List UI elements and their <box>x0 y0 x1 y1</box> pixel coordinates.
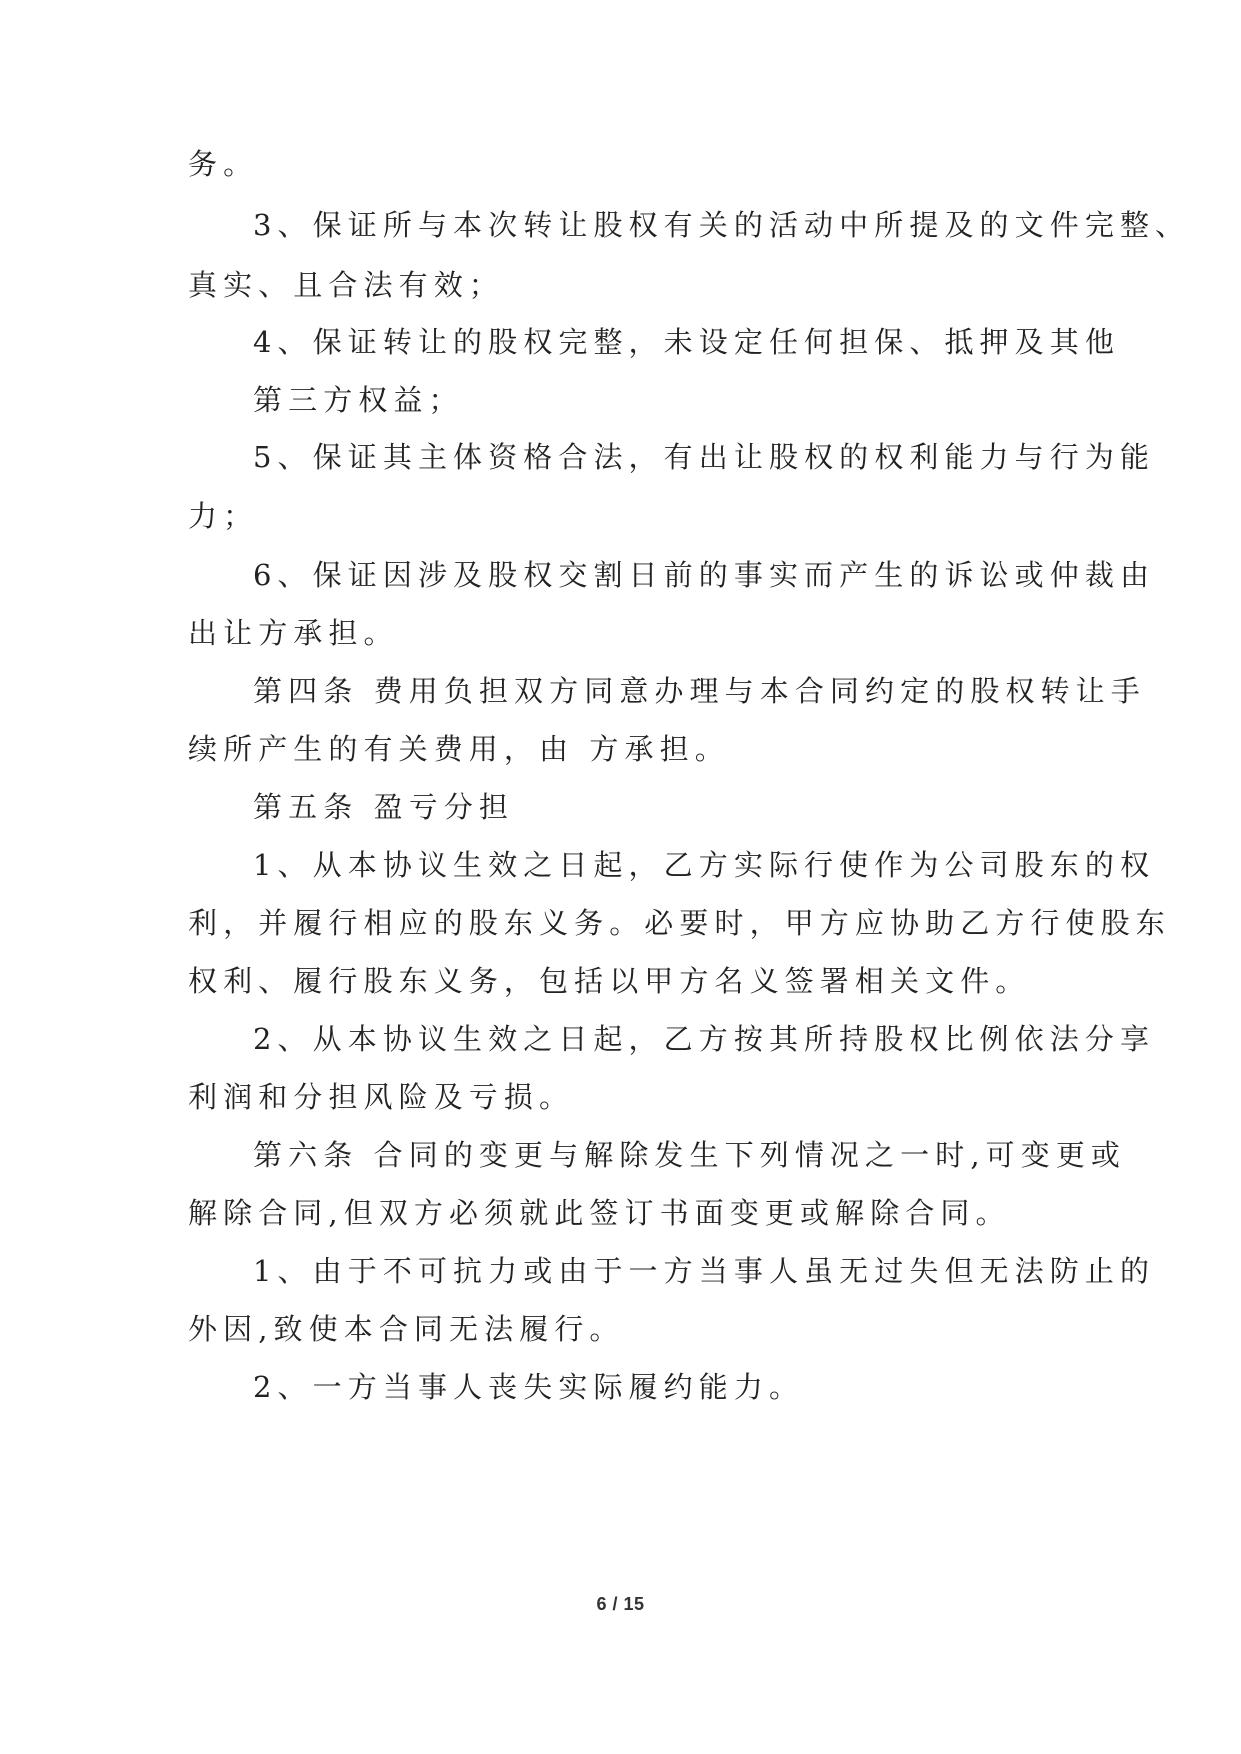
text-line: 第五条 盈亏分担 <box>253 790 515 824</box>
text-line: 外因,致使本合同无法履行。 <box>188 1312 625 1346</box>
text-line: 务。 <box>188 147 259 181</box>
text-line: 3、保证所与本次转让股权有关的活动中所提及的文件完整、 <box>253 208 1191 242</box>
text-line: 2、从本协议生效之日起，乙方按其所持股权比例依法分享 <box>253 1022 1156 1056</box>
text-line: 力； <box>188 499 259 533</box>
text-line: 出让方承担。 <box>188 616 399 650</box>
text-line: 2、一方当事人丧失实际履约能力。 <box>253 1370 805 1404</box>
text-line: 6、保证因涉及股权交割日前的事实而产生的诉讼或仲裁由 <box>253 558 1156 592</box>
text-line: 1、从本协议生效之日起，乙方实际行使作为公司股东的权 <box>253 848 1156 882</box>
text-line: 权利、履行股东义务，包括以甲方名义签署相关文件。 <box>188 964 1031 998</box>
text-line: 利润和分担风险及亏损。 <box>188 1080 575 1114</box>
text-line: 第三方权益； <box>253 383 464 417</box>
text-line: 4、保证转让的股权完整，未设定任何担保、抵押及其他 <box>253 325 1120 359</box>
text-line: 第四条 费用负担双方同意办理与本合同约定的股权转让手 <box>253 674 1146 708</box>
text-line: 第六条 合同的变更与解除发生下列情况之一时,可变更或 <box>253 1138 1127 1172</box>
text-line: 5、保证其主体资格合法，有出让股权的权利能力与行为能 <box>253 440 1156 474</box>
text-line: 真实、且合法有效； <box>188 268 504 302</box>
text-line: 1、由于不可抗力或由于一方当事人虽无过失但无法防止的 <box>253 1254 1156 1288</box>
text-line: 利，并履行相应的股东义务。必要时，甲方应协助乙方行使股东 <box>188 906 1171 940</box>
page-number: 6 / 15 <box>596 1594 645 1614</box>
text-line: 续所产生的有关费用，由 方承担。 <box>188 732 730 766</box>
text-line: 解除合同,但双方必须就此签订书面变更或解除合同。 <box>188 1196 1011 1230</box>
